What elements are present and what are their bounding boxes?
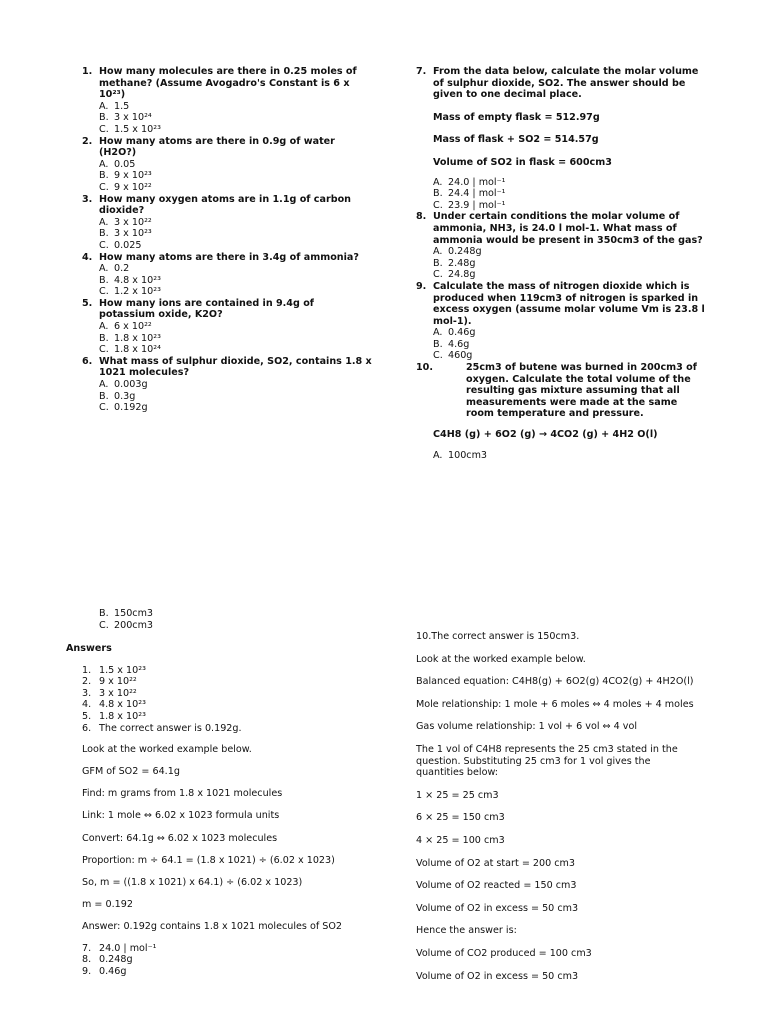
option: A. 0.2 xyxy=(99,263,130,275)
q7-data-volume: Volume of SO2 in flask = 600cm3 xyxy=(433,156,612,168)
option: B. 3 x 10²³ xyxy=(99,228,152,240)
question-9: 9. Calculate the mass of nitrogen dioxide which is produced when 119cm3 of nitrogen is sparked in excess oxygen (assume molar volume Vm is 23.8 l mol-1). xyxy=(416,280,705,327)
answers-heading: Answers xyxy=(66,643,112,654)
list-item: 7. 24.0 | mol⁻¹ xyxy=(82,942,157,954)
option: B. 150cm3 xyxy=(99,608,154,619)
list-item: 9. 0.46g xyxy=(82,965,127,977)
option: A. 0.05 xyxy=(99,158,136,170)
question-6: 6. What mass of sulphur dioxide, SO2, contains 1.8 x 1021 molecules? xyxy=(82,355,372,379)
q7-data-empty-flask: Mass of empty flask = 512.97g xyxy=(433,111,600,123)
option: C. 200cm3 xyxy=(99,619,154,631)
left-questions xyxy=(82,66,372,414)
question-10: 10. 25cm3 of butene was burned in 200cm3 of oxygen. Calculate the total volume of the resulting gas mixture assuming that all measurements were made at the same room temperature and pressure. xyxy=(416,362,697,420)
question-number: 1. xyxy=(82,66,93,77)
option: B. 4.6g xyxy=(433,338,470,350)
list-item: 2. 9 x 10²² xyxy=(82,676,137,688)
option: A. 6 x 10²² xyxy=(99,321,152,333)
list-item: 6. The correct answer is 0.192g. xyxy=(82,722,242,734)
list-item: 5. 1.8 x 10²³ xyxy=(82,710,146,722)
option: A. 0.248g xyxy=(433,246,482,258)
option: C. 23.9 | mol⁻¹ xyxy=(433,199,506,211)
answer-list xyxy=(66,665,376,735)
list-item: 4. 4.8 x 10²³ xyxy=(82,699,146,711)
option: A. 100cm3 xyxy=(433,449,488,461)
right-questions xyxy=(416,66,706,461)
option: B. 4.8 x 10²³ xyxy=(99,274,161,286)
option: C. 460g xyxy=(433,350,473,362)
option: C. 0.192g xyxy=(99,402,148,414)
option: A. 3 x 10²² xyxy=(99,216,152,228)
question-8: 8. Under certain conditions the molar volume of ammonia, NH3, is 24.0 l mol-1. What mass of ammonia would be present in 350cm3 of the gas? xyxy=(416,211,703,246)
question-4: 4. How many atoms are there in 3.4g of ammonia? xyxy=(82,251,359,263)
option: C. 1.8 x 10²⁴ xyxy=(99,344,161,356)
option: A. 24.0 | mol⁻¹ xyxy=(433,176,506,188)
option: A. 1.5 xyxy=(99,100,130,112)
option: C. 1.5 x 10²³ xyxy=(99,123,161,135)
answers-right: 10.The correct answer is 150cm3. Look at the worked example below. Balanced equation: C4H8(g) + 6O2(g) 4CO2(g) + 4H2O(l) Mole relationship: 1 mole + 6 moles ⇔ 4 moles + 4 moles Gas volume relationship: 1 vol + 6 vol ⇔ 4 vol The 1 vol of C4H8 represents the 25 cm3 stated in the question. Substituting 25 cm3 for 1 vol gives the quantities below: 1 × 25 = 25 cm3 6 × 25 = 150 cm3 4 × 25 = 100 cm3 Volume of O2 at start = 200 cm3 Volume of O2 reacted = 150 cm3 Volume of O2 in excess = 50 cm3 Hence the answer is: Volume of CO2 produced = 100 cm3 Volume of O2 in excess = 50 cm3 xyxy=(416,631,694,982)
option: B. 1.8 x 10²³ xyxy=(99,332,161,344)
q10-equation: C4H8 (g) + 6O2 (g) → 4CO2 (g) + 4H2 O(l) xyxy=(433,429,658,441)
option: C. 24.8g xyxy=(433,269,476,281)
list-item: 8. 0.248g xyxy=(82,954,133,966)
question-5: 5. How many ions are contained in 9.4g of potassium oxide, K2O? xyxy=(82,297,314,321)
option: A. 0.46g xyxy=(433,327,476,339)
question-3: 3. How many oxygen atoms are in 1.1g of carbon dioxide? xyxy=(82,193,351,217)
answer-list-2 xyxy=(66,943,376,978)
q10-continued-options xyxy=(82,608,372,631)
q7-data-flask-so2: Mass of flask + SO2 = 514.57g xyxy=(433,134,599,146)
option: A. 0.003g xyxy=(99,379,148,391)
list-item: 1. 1.5 x 10²³ xyxy=(82,664,146,676)
option: C. 1.2 x 10²³ xyxy=(99,286,161,298)
option: B. 2.48g xyxy=(433,257,476,269)
question-7: 7. From the data below, calculate the molar volume of sulphur dioxide, SO2. The answer should be given to one decimal place. xyxy=(416,66,699,101)
list-item: 3. 3 x 10²² xyxy=(82,687,137,699)
question-2: 2. How many atoms are there in 0.9g of water (H2O?) xyxy=(82,135,335,159)
option: B. 0.3g xyxy=(99,390,136,402)
option: C. 9 x 10²² xyxy=(99,181,152,193)
worked-example-6: Look at the worked example below. GFM of SO2 = 64.1g Find: m grams from 1.8 x 1021 molecules Link: 1 mole ⇔ 6.02 x 1023 formula units Convert: 64.1g ⇔ 6.02 x 1023 molecules Proportion: m ÷ 64.1 = (1.8 x 1021) ÷ (6.02 x 1023) So, m = ((1.8 x 1021) x 64.1) ÷ (6.02 x 1023) m = 0.192 Answer: 0.192g contains 1.8 x 1021 molecules of SO2 xyxy=(82,744,343,932)
option: B. 9 x 10²³ xyxy=(99,170,152,182)
question-text: How many molecules are there in 0.25 moles of methane? (Assume Avogadro's Constant is 6 x 10²³) xyxy=(99,66,357,101)
question-1 xyxy=(82,66,372,101)
option: C. 0.025 xyxy=(99,239,142,251)
option: B. 3 x 10²⁴ xyxy=(99,112,152,124)
option: B. 24.4 | mol⁻¹ xyxy=(433,188,506,200)
answers-left xyxy=(66,643,376,977)
